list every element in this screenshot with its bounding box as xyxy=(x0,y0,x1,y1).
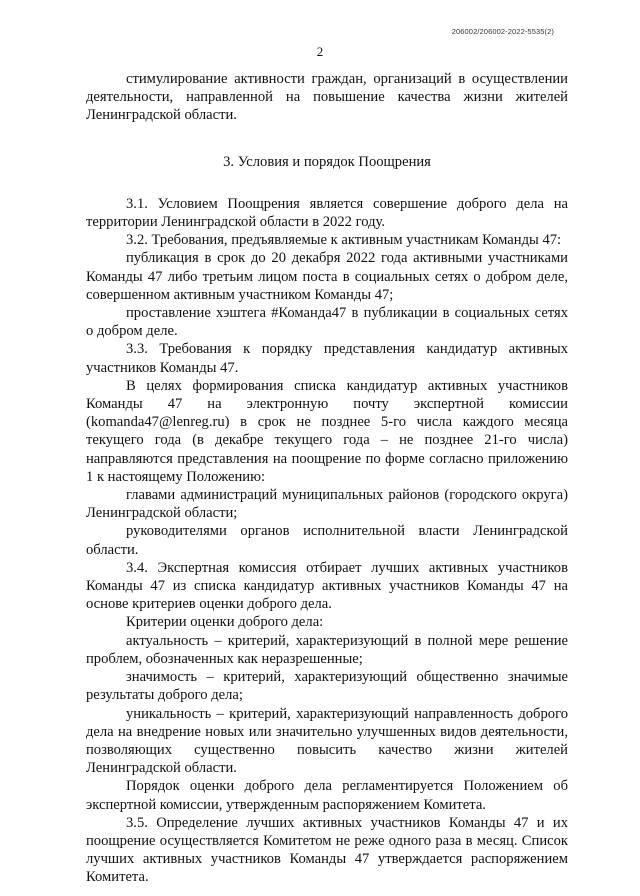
requirement-publication: публикация в срок до 20 декабря 2022 года активными участниками Команды 47 либо третьим лицом поста в социальных сетях о добром деле, совершенном активным участником Команды 47; xyxy=(86,250,568,303)
clause-3-3: 3.3. Требования к порядку представления кандидатур активных участников Команды 47. xyxy=(86,341,568,376)
criterion-significance: значимость – критерий, характеризующий общественно значимые результаты доброго дела; xyxy=(86,669,568,704)
nominator-municipal-heads: главами администраций муниципальных районов (городского округа) Ленинградской области; xyxy=(86,487,568,522)
requirement-hashtag: проставление хэштега #Команда47 в публикации в социальных сетях о добром деле. xyxy=(86,305,568,340)
document-body xyxy=(86,70,568,887)
nominator-executive-heads: руководителями органов исполнительной власти Ленинградской области. xyxy=(86,523,568,558)
clause-3-5: 3.5. Определение лучших активных участников Команды 47 и их поощрение осуществляется Комитетом не реже одного раза в месяц. Список лучших активных участников Команды 47 утверждается распоряжением Комитета. xyxy=(86,814,568,886)
clause-3-1: 3.1. Условием Поощрения является совершение доброго дела на территории Ленинградской области в 2022 году. xyxy=(86,195,568,231)
page-number: 2 xyxy=(316,44,324,59)
criterion-relevance: актуальность – критерий, характеризующий в полной мере решение проблем, обозначенных как неразрешенные; xyxy=(86,632,568,667)
intro-paragraph: стимулирование активности граждан, организаций в осуществлении деятельности, направленной на повышение качества жизни жителей Ленинградской области. xyxy=(86,71,568,124)
clause-3-2: 3.2. Требования, предъявляемые к активным участникам Команды 47: xyxy=(126,232,562,249)
criterion-uniqueness: уникальность – критерий, характеризующий направленность доброго дела на внедрение новых или значительно улучшенных видов деятельности, позволяющих существенно повысить качество жизни жителей Ленинградской области. xyxy=(86,705,568,777)
criteria-heading: Критерии оценки доброго дела: xyxy=(126,614,324,631)
document-id: 206002/206002-2022-5535(2) xyxy=(451,27,554,36)
clause-3-4: 3.4. Экспертная комиссия отбирает лучших активных участников Команды 47 из списка кандидатур активных участников Команды 47 на основе критериев оценки доброго дела. xyxy=(86,559,568,613)
evaluation-procedure: Порядок оценки доброго дела регламентируется Положением об экспертной комиссии, утвержденным распоряжением Комитета. xyxy=(86,778,568,813)
nomination-procedure: В целях формирования списка кандидатур активных участников Команды 47 на электронную почту экспертной комиссии (komanda47@lenreg.ru) в срок не позднее 5-го числа каждого месяца текущего года (в декабре текущего года – не позднее 21-го числа) направляются представления на поощрение по форме согласно приложению 1 к настоящему Положению: xyxy=(86,377,568,485)
section-heading: 3. Условия и порядок Поощрения xyxy=(223,153,431,170)
